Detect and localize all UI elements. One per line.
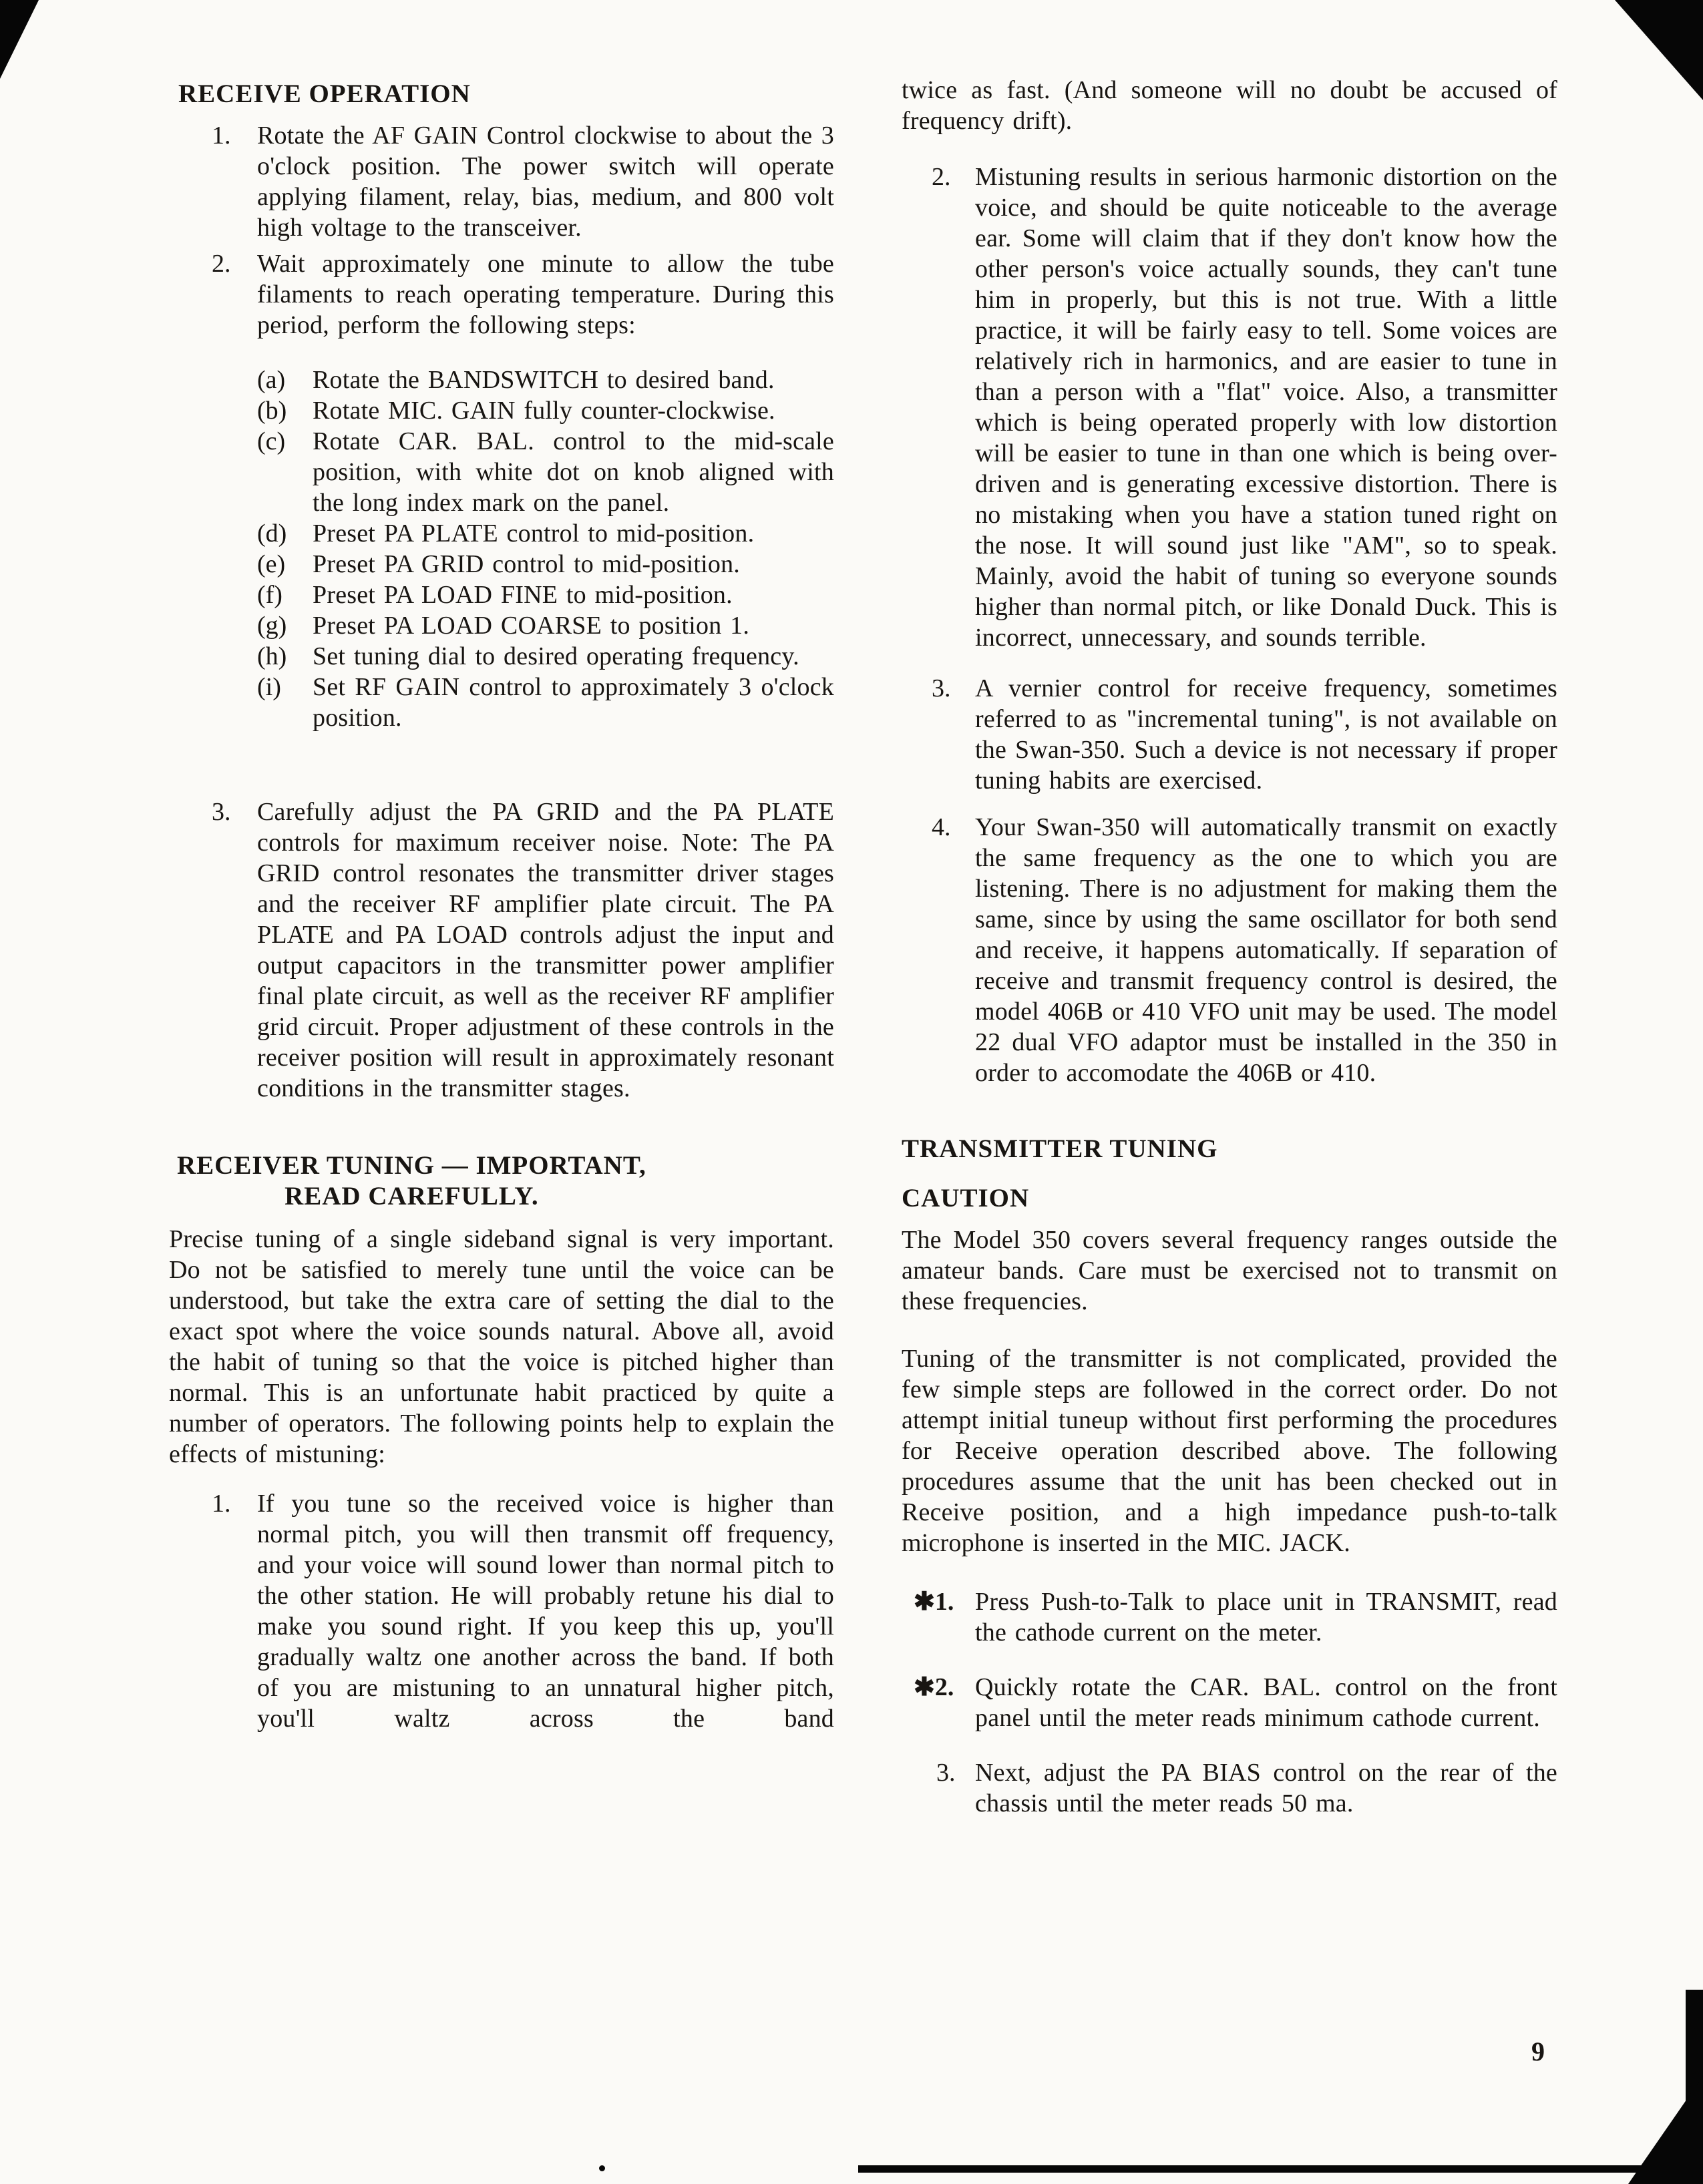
list-text: Rotate the BANDSWITCH to desired band. [313, 366, 775, 394]
receiver-tuning-heading [177, 1150, 646, 1212]
scan-artifact-dot [599, 2165, 605, 2171]
receiver-tuning-heading-line2: READ CAREFULLY. [285, 1182, 539, 1211]
list-marker: 2. [212, 250, 231, 278]
starred-list-marker: ✱2. [914, 1673, 954, 1701]
list-marker: (a) [257, 366, 286, 394]
list-marker: (h) [257, 642, 287, 670]
transmitter-tuning-heading: TRANSMITTER TUNING [902, 1134, 1218, 1163]
right-column [902, 75, 1557, 1819]
list-marker: 1. [212, 1490, 231, 1518]
receive-substep-c [257, 426, 834, 518]
list-text: Preset PA GRID control to mid-position. [313, 550, 740, 578]
list-text: Carefully adjust the PA GRID and the PA PLATE controls for maximum receiver noise. Note: The PA GRID control resonates the transmitter driver stages and the receiver RF amplifier plate circuit. The PA PLATE and PA LOAD controls adjust the input and output capacitors in the transmitter power amplifier final plate circuit, as well as the receiver RF amplifier grid circuit. Proper adjustment of these controls in the receiver position will result in approximately resonant conditions in the transmitter stages. [257, 798, 834, 1102]
list-text: Mistuning results in serious harmonic distortion on the voice, and should be quite noticeable to the average ear. Some will claim that if they don't know how the other person's voice actually sounds, they can't tune him in properly, but this is not true. With a little practice, it will be fairly easy to tell. Some voices are relatively rich in harmonics, and are easier to tune in than a person with a "flat" voice. Also, a transmitter which is being operated properly with low distortion will be easier to tune in than one which is being over-driven and is generating excessive distortion. There is no mistaking when you have a station tuned right on the nose. It will sound just like "AM", so to speak. Mainly, avoid the habit of tuning so everyone sounds higher than normal pitch, or like Donald Duck. This is incorrect, unnecessary, and sounds terrible. [975, 163, 1557, 652]
receive-operation-heading: RECEIVE OPERATION [178, 79, 471, 108]
receive-step-2 [212, 248, 834, 341]
list-marker: (e) [257, 550, 286, 578]
receive-substep-e [257, 549, 834, 580]
receive-substep-g [257, 610, 834, 641]
list-text: Your Swan-350 will automatically transmit on exactly the same frequency as the one to which you are listening. There is no adjustment for making them the same, since by using the same oscillator for both send and receive, it happens automatically. If separation of receive and transmit frequency control is desired, the model 406B or 410 VFO unit may be used. The model 22 dual VFO adaptor must be installed in the 350 in order to accomodate the 406B or 410. [975, 813, 1557, 1087]
list-marker: (b) [257, 397, 287, 425]
list-text: A vernier control for receive frequency, sometimes referred to as "incremental tuning", is not available on the Swan-350. Such a device is not necessary if proper tuning habits are exercised. [975, 674, 1557, 795]
list-marker: 1. [212, 122, 231, 150]
list-text: Next, adjust the PA BIAS control on the rear of the chassis until the meter reads 50 ma. [975, 1759, 1557, 1817]
list-marker: 3. [212, 798, 231, 826]
receive-substep-f [257, 580, 834, 610]
list-marker: (g) [257, 612, 287, 640]
list-marker: (c) [257, 427, 286, 455]
list-text: Set RF GAIN control to approximately 3 o'clock position. [313, 673, 834, 732]
list-marker: (i) [257, 673, 281, 701]
list-text: Set tuning dial to desired operating frequency. [313, 642, 799, 670]
list-text: Press Push-to-Talk to place unit in TRANSMIT, read the cathode current on the meter. [975, 1588, 1557, 1647]
mistuning-item-1-continuation: twice as fast. (And someone will no doubt be accused of frequency drift). [902, 76, 1557, 135]
mistuning-item-4 [932, 812, 1557, 1088]
receive-substep-b [257, 395, 834, 426]
list-text: Preset PA LOAD FINE to mid-position. [313, 581, 733, 609]
transmit-step-2 [914, 1672, 1557, 1733]
list-marker: 2. [932, 163, 951, 191]
scan-artifact-top-right [1615, 0, 1703, 100]
list-marker: (f) [257, 581, 282, 609]
list-text: Quickly rotate the CAR. BAL. control on the front panel until the meter reads minimum cathode current. [975, 1673, 1557, 1732]
receive-step-3 [212, 797, 834, 1104]
transmit-step-1 [914, 1586, 1557, 1648]
list-marker: 3. [932, 674, 951, 702]
transmitter-procedure-paragraph: Tuning of the transmitter is not complicated, provided the few simple steps are followed in the correct order. Do not attempt initial tuneup without first performing the procedures for Receive operation described above. The following procedures assume that the unit has been checked out in Receive position, and a high impedance push-to-talk microphone is inserted in the MIC. JACK. [902, 1345, 1557, 1557]
page-number: 9 [1531, 2036, 1545, 2066]
list-text: Preset PA LOAD COARSE to position 1. [313, 612, 750, 640]
list-marker: 4. [932, 813, 951, 841]
left-column [169, 79, 834, 1734]
mistuning-item-3 [932, 673, 1557, 796]
receive-substep-d [257, 518, 834, 549]
receiver-tuning-heading-line1: RECEIVER TUNING — IMPORTANT, [177, 1151, 646, 1180]
receive-substep-i [257, 672, 834, 733]
mistuning-item-1 [212, 1488, 834, 1734]
mistuning-item-2 [932, 162, 1557, 653]
receiver-tuning-paragraph: Precise tuning of a single sideband signal is very important. Do not be satisfied to merely tune until the voice can be understood, but take the extra care of setting the dial to the exact spot where the voice sounds natural. Above all, avoid the habit of tuning so that the voice is pitched higher than normal. This is an unfortunate habit practiced by quite a number of operators. The following points help to explain the effects of mistuning: [169, 1225, 834, 1468]
list-text: Preset PA PLATE control to mid-position. [313, 519, 755, 548]
scan-artifact-top-left [0, 0, 39, 79]
list-marker: 3. [936, 1759, 956, 1787]
list-marker: (d) [257, 519, 287, 548]
scan-artifact-bottom-line [858, 2165, 1703, 2173]
list-text: Rotate CAR. BAL. control to the mid-scale position, with white dot on knob aligned with the long index mark on the panel. [313, 427, 834, 517]
list-text: Wait approximately one minute to allow the tube filaments to reach operating temperature. During this period, perform the following steps: [257, 250, 834, 339]
starred-list-marker: ✱1. [914, 1588, 954, 1616]
receive-step-1 [212, 120, 834, 243]
receive-substep-h [257, 641, 834, 672]
list-text: Rotate MIC. GAIN fully counter-clockwise. [313, 397, 775, 425]
list-text: If you tune so the received voice is higher than normal pitch, you will then transmit off frequency, and your voice will sound lower than normal pitch to the other station. He will probably retune his dial to make you sound right. If you keep this up, you'll gradually waltz one another across the band. If both of you are mistuning to an unnatural higher pitch, you'll waltz across the band [257, 1490, 834, 1733]
caution-paragraph: The Model 350 covers several frequency ranges outside the amateur bands. Care must be exercised not to transmit on these frequencies. [902, 1226, 1557, 1315]
receive-substep-a [257, 365, 834, 395]
receive-substep-list [169, 365, 834, 733]
list-text: Rotate the AF GAIN Control clockwise to about the 3 o'clock position. The power switch will operate applying filament, relay, bias, medium, and 800 volt high voltage to the transceiver. [257, 122, 834, 242]
transmit-step-3 [914, 1757, 1557, 1819]
caution-heading: CAUTION [902, 1184, 1030, 1213]
